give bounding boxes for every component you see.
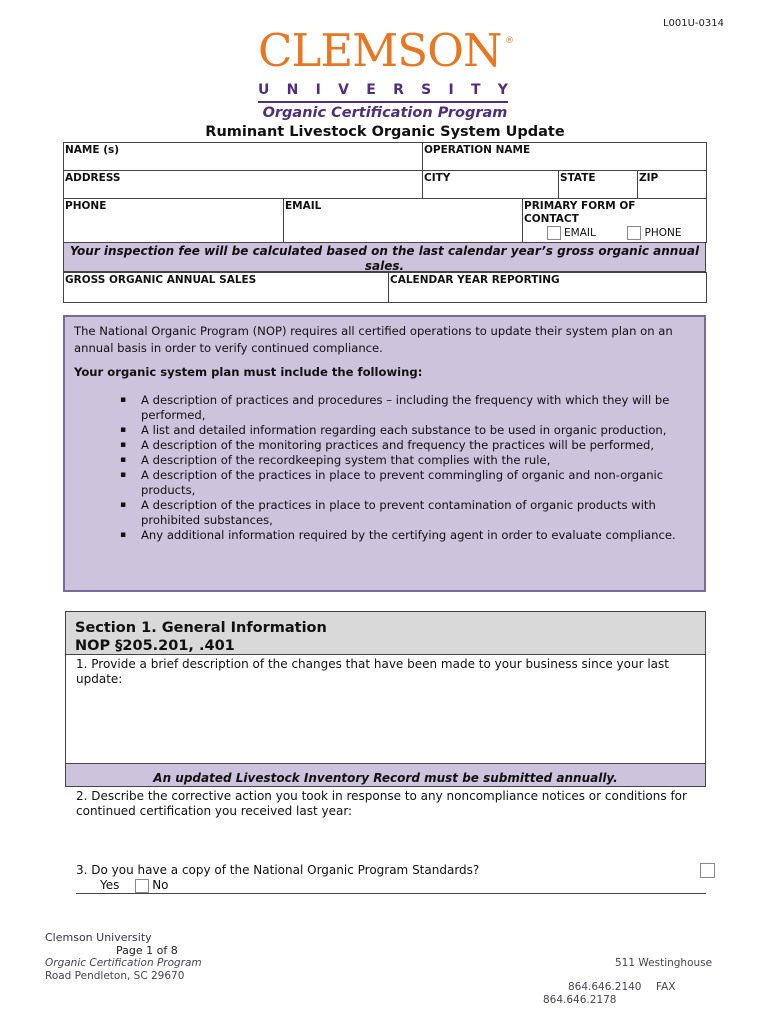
address-label: ADDRESS [65,172,121,184]
city-field[interactable] [423,171,559,199]
bullet-icon: ▪ [120,395,127,405]
logo-letter: N [286,82,299,98]
sales-table [63,272,707,303]
footer-program: Organic Certification Program [45,957,202,969]
city-label: CITY [424,172,451,184]
applicant-info-table [63,142,707,199]
requirements-list [74,393,694,543]
phone-label: PHONE [65,200,107,212]
contact-phone-checkbox[interactable] [627,226,641,240]
section-1-title: Section 1. General Information [75,620,327,636]
state-label: STATE [560,172,596,184]
contact-email-option: EMAIL [564,227,596,240]
logo-letter: R [393,82,404,98]
bullet-icon: ▪ [120,455,127,465]
clemson-logo-wordmark: CLEMSON [258,24,502,77]
question-1: 1. Provide a brief description of the changes that have been made to your business since your last update: [76,657,669,686]
list-item: ▪ A description of the monitoring practices and frequency the practices will be performed, [120,438,655,452]
footer-university: Clemson University [45,931,152,944]
phone-field[interactable] [64,199,284,243]
footer-fax-label: FAX [656,981,676,993]
logo-letter: S [421,82,432,98]
gross-sales-field[interactable] [64,273,389,303]
footer-address-street: 511 Westinghouse [615,957,713,969]
gross-sales-label: GROSS ORGANIC ANNUAL SALES [65,274,257,286]
logo-letter: I [315,82,321,98]
logo-letter: U [258,82,270,98]
fee-notice: Your inspection fee will be calculated based on the last calendar year’s gross organic annual sales. [63,242,706,272]
nop-requirements-box [63,315,706,592]
logo-letter: I [448,82,454,98]
bullet-icon: ▪ [120,425,127,435]
yes-label: Yes [100,878,120,892]
footer-phone: 864.646.2140 [568,981,642,993]
name-field[interactable] [64,143,423,171]
question-3-underline [76,893,706,894]
email-field[interactable] [284,199,523,243]
question-3: 3. Do you have a copy of the National Organic Program Standards? [76,863,480,877]
program-title: Organic Certification Program [262,105,508,121]
contact-email-checkbox[interactable] [547,226,561,240]
address-field[interactable] [64,171,423,199]
list-item: ▪ Any additional information required by the certifying agent in order to evaluate compliance. [120,528,676,542]
bullet-icon: ▪ [120,530,127,540]
name-label: NAME (s) [65,144,120,156]
section-1-header [65,611,706,655]
question-2: 2. Describe the corrective action you took in response to any noncompliance notices or conditions for continued certification you received last year: [76,789,687,818]
logo-underline [258,101,508,103]
email-label: EMAIL [285,200,322,212]
form-id: L001U-0314 [662,18,724,29]
section-1-reference: NOP §205.201, .401 [75,638,235,654]
zip-field[interactable] [638,171,707,199]
no-checkbox[interactable] [135,879,149,893]
bullet-icon: ▪ [120,500,127,510]
yes-no-options [100,878,169,893]
primary-contact-label: PRIMARY FORM OF CONTACT [524,200,636,225]
no-label: No [152,878,169,892]
bullet-icon: ▪ [120,470,127,480]
list-item: ▪ A list and detailed information regarding each substance to be used in organic production, [120,423,667,437]
nop-intro: The National Organic Program (NOP) requires all certified operations to update their system plan on an annual basis in order to verify continued compliance. [74,324,673,355]
footer-address-city: Road Pendleton, SC 29670 [45,970,185,982]
bullet-icon: ▪ [120,440,127,450]
primary-contact-field [523,199,707,243]
list-item: ▪ A description of practices and procedures – including the frequency with which they will be performed, [120,393,670,422]
footer-fax: 864.646.2178 [543,994,617,1006]
list-item: ▪ A description of the practices in place to prevent commingling of organic and non-organic products, [120,468,664,497]
calendar-year-label: CALENDAR YEAR REPORTING [390,274,560,286]
clemson-logo-university [258,82,508,98]
contact-table [63,198,707,243]
registered-mark: ® [505,36,514,46]
calendar-year-field[interactable] [389,273,707,303]
contact-phone-option: PHONE [644,227,682,240]
question-3-checkbox[interactable] [700,863,715,878]
logo-letter: Y [497,82,508,98]
logo-letter: T [470,82,481,98]
document-title: Ruminant Livestock Organic System Update [205,124,565,140]
requirements-heading: Your organic system plan must include the following: [74,365,423,379]
list-item: ▪ A description of the practices in place to prevent contamination of organic products with prohibited substances, [120,498,656,527]
list-item: ▪ A description of the recordkeeping system that complies with the rule, [120,453,551,467]
state-field[interactable] [559,171,638,199]
logo-letter: V [338,82,349,98]
inventory-notice: An updated Livestock Inventory Record must be submitted annually. [65,763,706,787]
footer-page-number: Page 1 of 8 [116,944,178,957]
zip-label: ZIP [639,172,659,184]
operation-name-field[interactable] [423,143,707,171]
logo-letter: E [366,82,376,98]
operation-name-label: OPERATION NAME [424,144,531,156]
